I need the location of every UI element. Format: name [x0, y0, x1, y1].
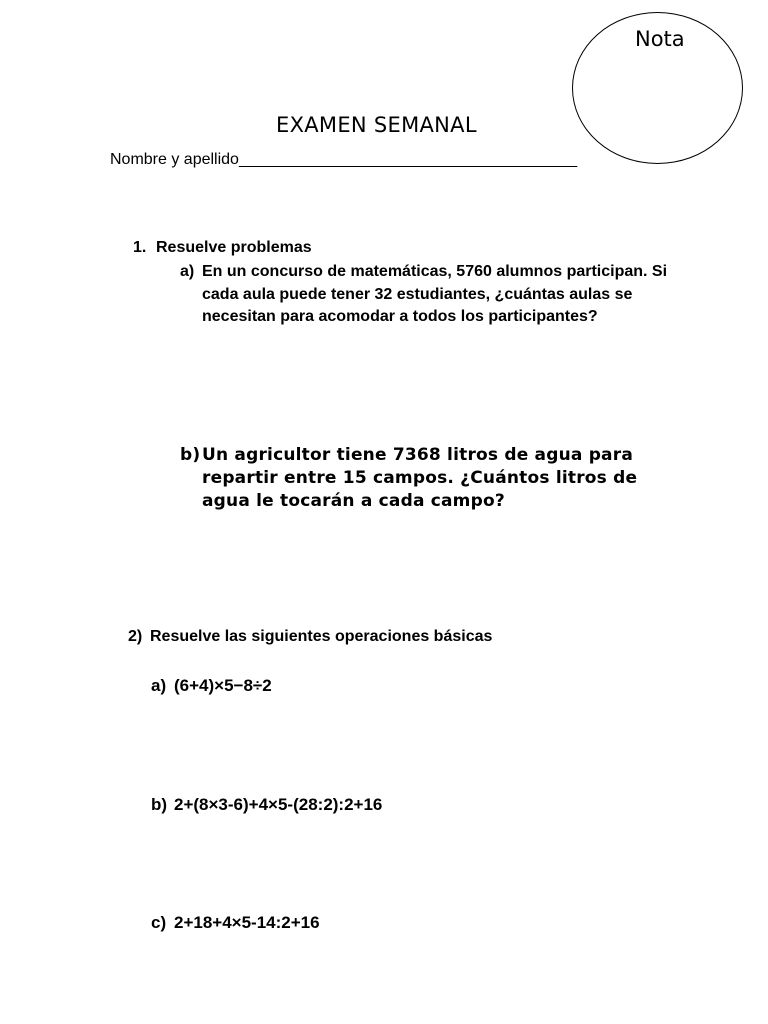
- name-field-line: Nombre y apellido______________________________________: [110, 151, 578, 168]
- exam-title: EXAMEN SEMANAL: [276, 113, 477, 137]
- section-2-title: Resuelve las siguientes operaciones básicas: [150, 628, 493, 645]
- problem-b-line: agua le tocarán a cada campo?: [202, 491, 505, 511]
- section-1-heading: [133, 239, 312, 257]
- problem-a-line: En un concurso de matemáticas, 5760 alumnos participan. Si: [202, 263, 668, 280]
- section-1-title: Resuelve problemas: [156, 239, 312, 256]
- problem-b-line: Un agricultor tiene 7368 litros de agua para: [202, 445, 633, 465]
- section-1-number: 1.: [133, 239, 147, 256]
- problem-a-letter: a): [180, 263, 195, 280]
- problem-b-letter: b): [180, 445, 201, 465]
- operation-a-expression: (6+4)×5−8÷2: [174, 676, 272, 695]
- nota-label: Nota: [635, 27, 685, 51]
- operation-a-letter: a): [151, 676, 167, 695]
- problem-a-line: necesitan para acomodar a todos los participantes?: [202, 308, 598, 325]
- operation-b: [151, 795, 382, 815]
- section-2-number: 2): [128, 628, 143, 645]
- operation-c-expression: 2+18+4×5-14:2+16: [174, 913, 320, 932]
- problem-a-line: cada aula puede tener 32 estudiantes, ¿cuántas aulas se: [202, 285, 633, 303]
- operation-b-expression: 2+(8×3-6)+4×5-(28:2):2+16: [174, 795, 383, 814]
- section-2-heading: [128, 628, 492, 646]
- operation-c: [151, 913, 320, 933]
- problem-b-line: repartir entre 15 campos. ¿Cuántos litros de: [202, 468, 638, 488]
- operation-b-letter: b): [151, 795, 168, 814]
- operation-c-letter: c): [151, 913, 167, 932]
- operation-a: [151, 676, 272, 696]
